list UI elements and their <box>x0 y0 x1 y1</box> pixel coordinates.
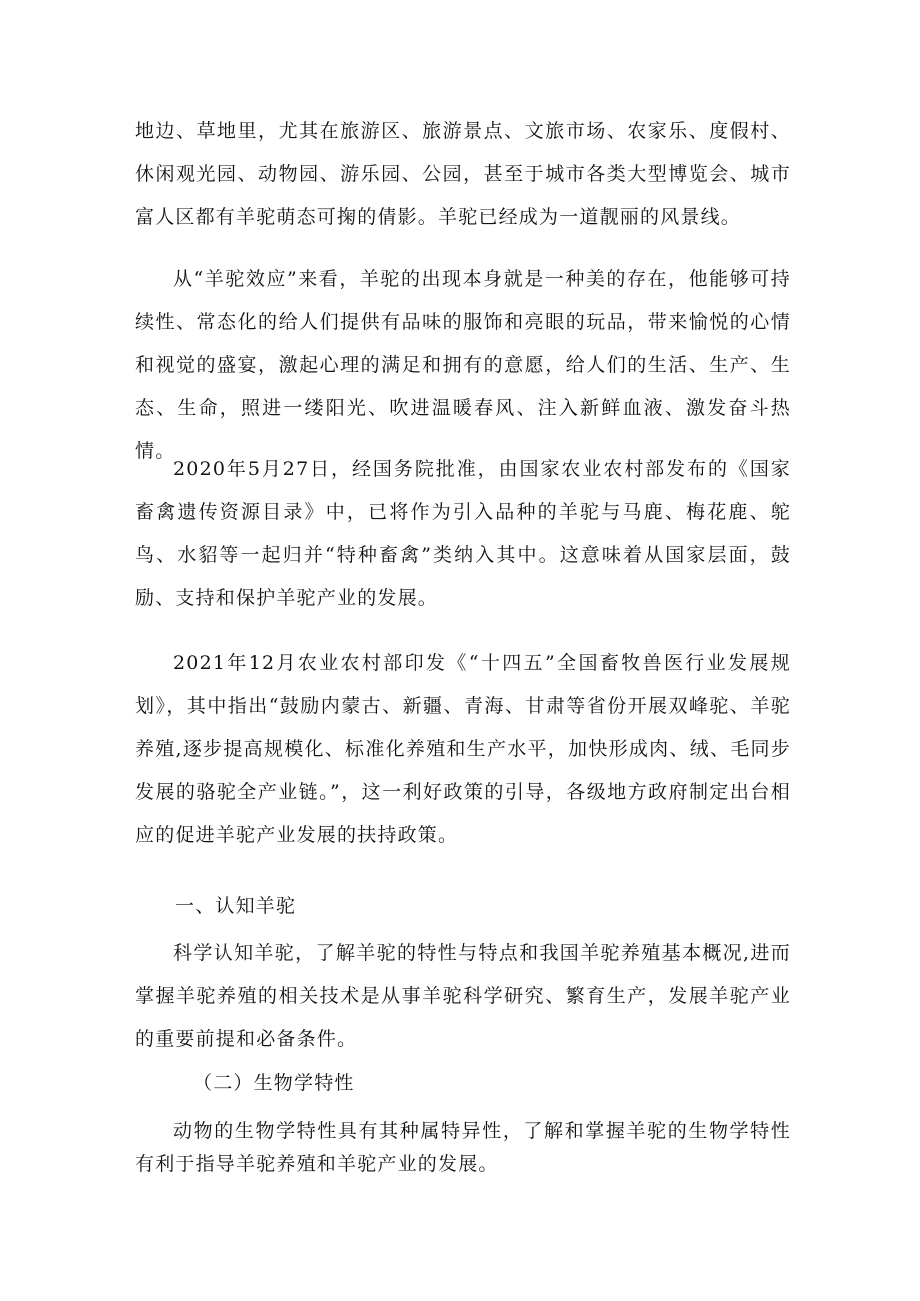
paragraph-alpaca-effect: 从“羊驼效应”来看，羊驼的出现本身就是一种美的存在，他能够可持续性、常态化的给人们提供有品味的服饰和亮眼的玩品，带来愉悦的心情和视觉的盛宴，激起心理的满足和拥有的意愿，给人们的生活、生产、生态、生命，照进一缕阳光、吹进温暖春风、注入新鲜血液、激发奋斗热情。 <box>135 268 791 462</box>
paragraph-five-year-plan: 2021年12月农业农村部印发《“十四五”全国畜牧兽医行业发展规划》，其中指出“鼓励内蒙古、新疆、青海、甘肃等省份开展双峰驼、羊驼养殖,逐步提高规模化、标准化养殖和生产水平，加快形成肉、绒、毛同步发展的骆驼全产业链。”，这一利好政策的引导，各级地方政府制定出台相应的促进羊驼产业发展的扶持政策。 <box>135 652 791 846</box>
paragraph-scientific-knowledge: 科学认知羊驼，了解羊驼的特性与特点和我国羊驼养殖基本概况,进而掌握羊驼养殖的相关技术是从事羊驼科学研究、繁育生产，发展羊驼产业的重要前提和必备条件。 <box>135 942 791 1050</box>
paragraph-biological-traits: 动物的生物学特性具有其种属特异性，了解和掌握羊驼的生物学特性有利于指导羊驼养殖和羊驼产业的发展。 <box>135 1120 791 1175</box>
paragraph-scenic-spots: 地边、草地里，尤其在旅游区、旅游景点、文旅市场、农家乐、度假村、休闲观光园、动物园、游乐园、公园，甚至于城市各类大型博览会、城市富人区都有羊驼萌态可掬的倩影。羊驼已经成为一道靓丽的风景线。 <box>135 120 791 228</box>
subsection-heading-biological-traits: （二）生物学特性 <box>193 1072 355 1094</box>
section-heading-know-alpaca: 一、认知羊驼 <box>175 895 297 917</box>
paragraph-genetic-resources-catalog: 2020年5月27日，经国务院批准，由国家农业农村部发布的《国家畜禽遗传资源目录》中，已将作为引入品种的羊驼与马鹿、梅花鹿、鸵鸟、水貂等一起归并“特种畜禽”类纳入其中。这意味着从国家层面，鼓励、支持和保护羊驼产业的发展。 <box>135 458 791 609</box>
